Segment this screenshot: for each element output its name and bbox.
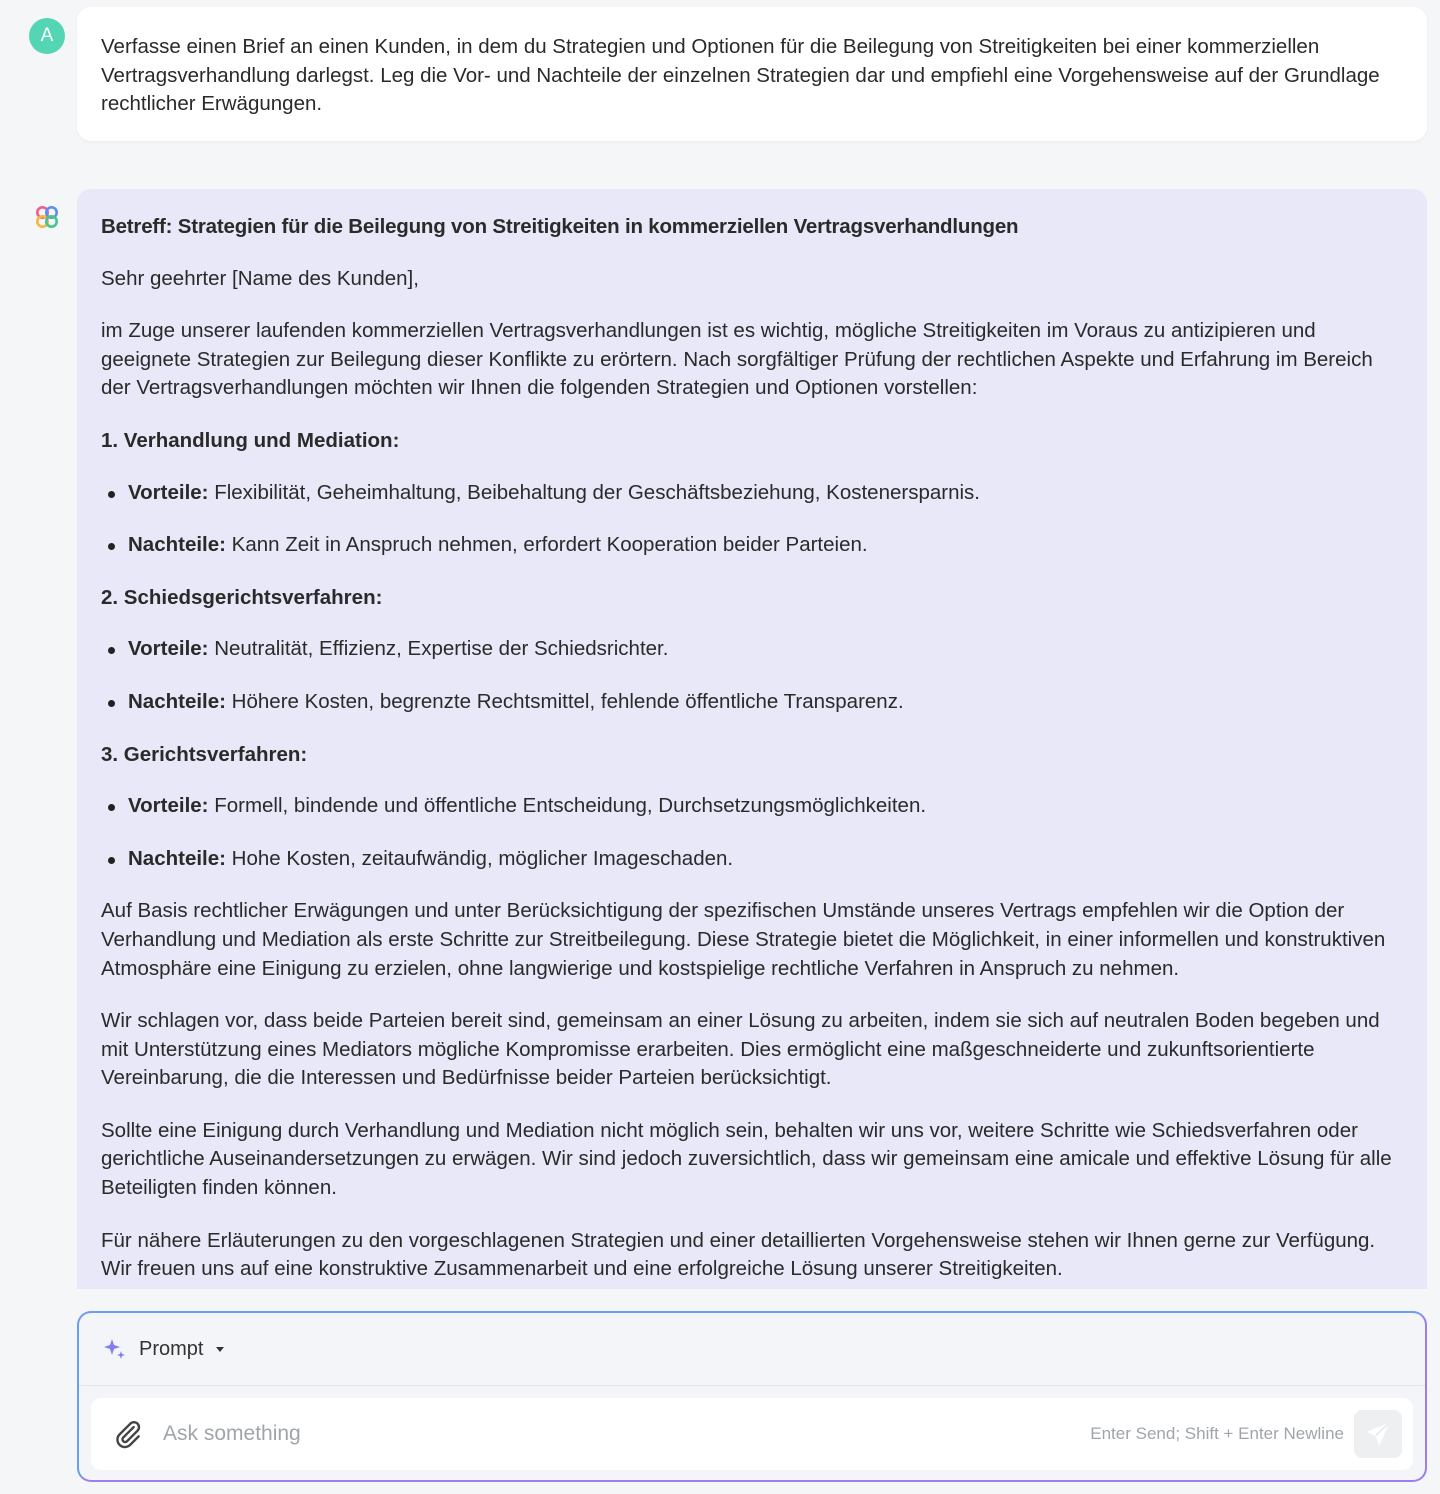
letter-paragraph: Sollte eine Einigung durch Verhandlung und Mediation nicht möglich sein, behalten wir uns vor, weitere Schritte wie Schiedsverfahren oder gerichtliche Auseinandersetzungen zu erwägen. Wir sind jedoch zuversichtlich, dass wir gemeinsam eine amicale und effektive Lösung für alle Beteiligten finden können. (101, 1118, 1392, 1200)
strategy-heading: 3. Gerichtsverfahren: (101, 742, 308, 766)
ask-input[interactable] (163, 1414, 1090, 1454)
cons-label: Nachteile: (128, 533, 226, 557)
strategy-list (101, 792, 1403, 873)
strategy-list (101, 635, 1403, 716)
strategy-heading: 2. Schiedsgerichtsverfahren: (101, 585, 383, 609)
list-item (101, 531, 1403, 560)
cons-text: Hohe Kosten, zeitaufwändig, möglicher Imageschaden. (225, 846, 734, 870)
sparkle-icon (103, 1337, 127, 1361)
pros-label: Vorteile: (128, 480, 209, 504)
list-item (101, 845, 1403, 874)
letter-subject: Betreff: Strategien für die Beilegung von Streitigkeiten in kommerziellen Vertragsverhandlungen (101, 215, 1019, 238)
user-avatar: A (29, 18, 65, 54)
letter-intro: im Zuge unserer laufenden kommerziellen Vertragsverhandlungen ist es wichtig, mögliche Streitigkeiten im Voraus zu antizipieren und geeignete Strategien zur Beilegung dieser Konflikte zu erörtern. Nach sorgfältiger Prüfung der rechtlichen Aspekte und Erfahrung im Bereich der Vertragsverhandlungen möchten wir Ihnen die folgenden Strategien und Optionen vorstellen: (101, 319, 1373, 400)
pros-text: Neutralität, Effizienz, Expertise der Schiedsrichter. (208, 637, 669, 661)
user-message: Verfasse einen Brief an einen Kunden, in dem du Strategien und Optionen für die Beilegung von Streitigkeiten bei einer kommerziellen Vertragsverhandlung darlegst. Leg die Vor- und Nachteile der einzelnen Strategien dar und empfiehl eine Vorgehensweise auf der Grundlage rechtlicher Erwägungen. (77, 7, 1427, 141)
list-item (101, 635, 1403, 664)
prompt-mode-label: Prompt (139, 1337, 204, 1360)
letter-salutation: Sehr geehrter [Name des Kunden], (101, 266, 419, 290)
assistant-message (77, 189, 1427, 1289)
letter-paragraph: Für nähere Erläuterungen zu den vorgeschlagenen Strategien und einer detaillierten Vorgehensweise stehen wir Ihnen gerne zur Verfügung. Wir freuen uns auf eine konstruktive Zusammenarbeit und eine erfolgreiche Lösung unserer Streitigkeiten. (101, 1228, 1376, 1281)
composer (77, 1311, 1427, 1482)
pros-label: Vorteile: (128, 794, 209, 818)
cons-label: Nachteile: (128, 689, 226, 713)
input-row (91, 1398, 1413, 1470)
pros-label: Vorteile: (128, 637, 209, 661)
caret-down-icon (216, 1347, 224, 1352)
list-item (101, 688, 1403, 717)
paperclip-icon[interactable] (113, 1419, 143, 1449)
letter-paragraph: Auf Basis rechtlicher Erwägungen und unter Berücksichtigung der spezifischen Umstände unseres Vertrags empfehlen wir die Option der Verhandlung und Mediation als erste Schritte zur Streitbeilegung. Diese Strategie bietet die Möglichkeit, in einer informellen und konstruktiven Atmosphäre eine Einigung zu erzielen, ohne langwierige und kostspielige rechtliche Verfahren in Anspruch zu nehmen. (101, 899, 1386, 980)
list-item (101, 792, 1403, 821)
strategy-heading: 1. Verhandlung und Mediation: (101, 428, 400, 452)
list-item (101, 479, 1403, 508)
letter-paragraph: Wir schlagen vor, dass beide Parteien bereit sind, gemeinsam an einer Lösung zu arbeiten, indem sie sich auf neutralen Boden begeben und mit Unterstützung eines Mediators mögliche Kompromisse erarbeiten. Dies ermöglicht eine maßgeschneiderte und zukunftsorientierte Vereinbarung, die die Interessen und Bedürfnisse beider Parteien berücksichtigt. (101, 1009, 1380, 1090)
paper-plane-icon (1365, 1421, 1391, 1447)
cons-text: Höhere Kosten, begrenzte Rechtsmittel, fehlende öffentliche Transparenz. (225, 689, 904, 713)
prompt-mode-selector[interactable] (79, 1313, 1425, 1386)
pros-text: Flexibilität, Geheimhaltung, Beibehaltung der Geschäftsbeziehung, Kostenersparnis. (208, 480, 980, 504)
pros-text: Formell, bindende und öffentliche Entscheidung, Durchsetzungsmöglichkeiten. (208, 794, 927, 818)
send-button[interactable] (1354, 1410, 1402, 1458)
assistant-logo-icon (34, 204, 60, 230)
keyboard-hint: Enter Send; Shift + Enter Newline (1090, 1424, 1344, 1443)
cons-text: Kann Zeit in Anspruch nehmen, erfordert Kooperation beider Parteien. (225, 533, 868, 557)
cons-label: Nachteile: (128, 846, 226, 870)
strategy-list (101, 479, 1403, 560)
